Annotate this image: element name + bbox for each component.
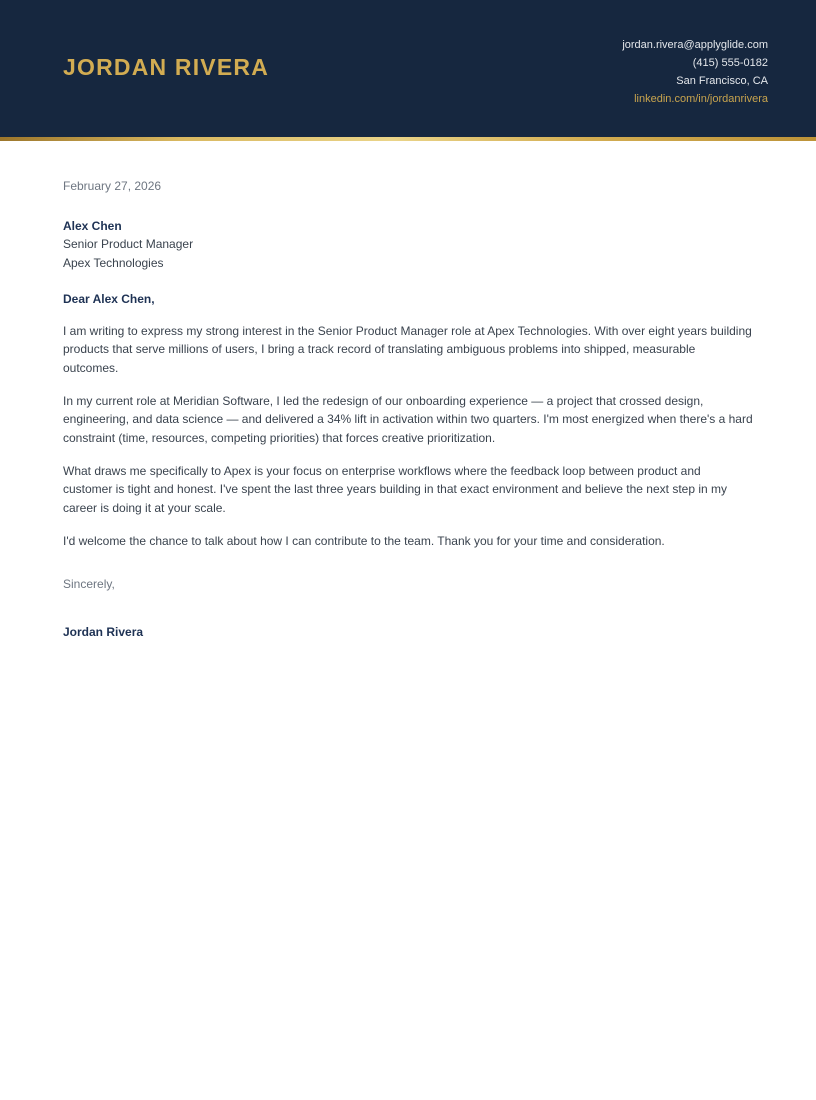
letter-paragraph-2: In my current role at Meridian Software, I led the redesign of our onboarding experience — a project that crossed design, engineering, and data science — and delivered a 34% lift in activation within two quarters. I'm most energized when there's a hard constraint (time, resources, competing priorities) that forces creative prioritization. — [63, 393, 753, 446]
letter-paragraph-4: I'd welcome the chance to talk about how I can contribute to the team. Thank you for your time and consideration. — [63, 533, 665, 548]
contact-location: San Francisco, CA — [676, 75, 768, 87]
applicant-name: JORDAN RIVERA — [63, 54, 270, 80]
letter-paragraph-3: What draws me specifically to Apex is your focus on enterprise workflows where the feedback loop between product and customer is tight and honest. I've spent the last three years building in that exact environment and believe the next step in my career is doing it at your scale. — [63, 463, 728, 516]
linkedin-link[interactable]: linkedin.com/in/jordanrivera — [634, 93, 768, 105]
recipient-block — [63, 217, 753, 273]
letter-body — [0, 141, 816, 642]
contact-info — [622, 36, 768, 108]
signature-name: Jordan Rivera — [63, 625, 144, 640]
recipient-name: Alex Chen — [63, 218, 122, 233]
contact-phone: (415) 555-0182 — [692, 57, 768, 69]
recipient-title: Senior Product Manager — [63, 237, 194, 252]
recipient-company: Apex Technologies — [63, 256, 164, 271]
salutation: Dear Alex Chen, — [63, 291, 155, 306]
letter-date: February 27, 2026 — [63, 179, 162, 193]
contact-email: jordan.rivera@applyglide.com — [622, 39, 768, 51]
letter-header — [0, 0, 816, 137]
closing: Sincerely, — [63, 576, 115, 591]
letter-paragraph-1: I am writing to express my strong interest in the Senior Product Manager role at Apex Technologies. With over eight years building products that serve millions of users, I bring a track record of translating ambiguous problems into shipped, measurable outcomes. — [63, 323, 752, 375]
